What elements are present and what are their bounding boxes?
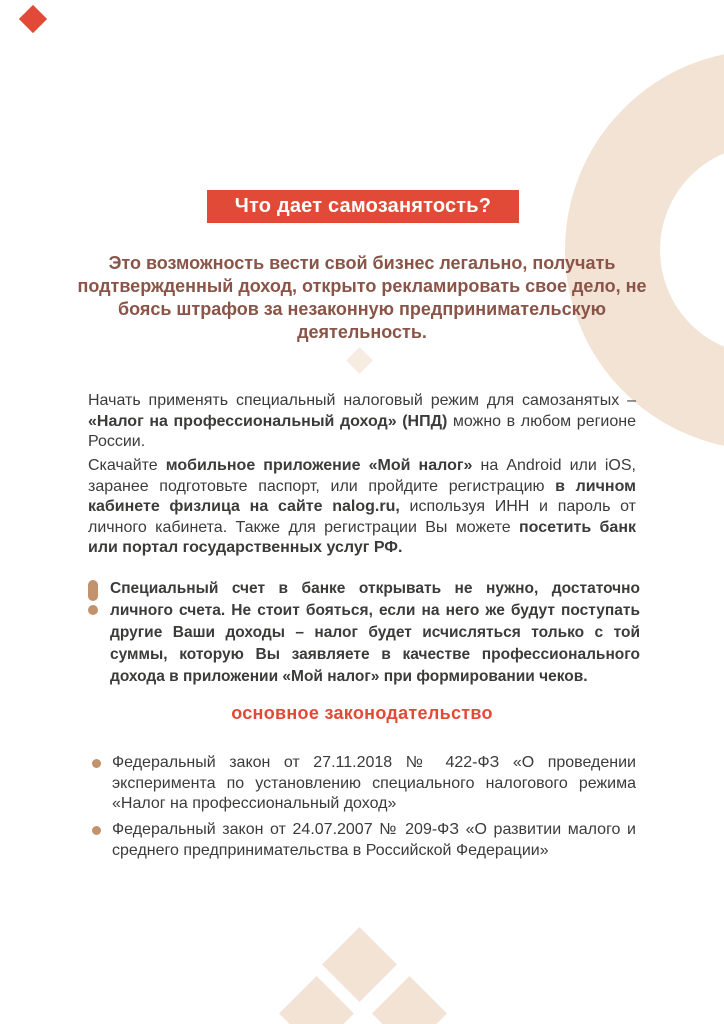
body-paragraph-1: Начать применять специальный налоговый режим для самозанятых – «Налог на профессиональный доход» (НПД) можно в любом регионе России.: [88, 392, 636, 450]
bottom-diamond-icon: [372, 976, 447, 1024]
law-item-1: Федеральный закон от 27.11.2018 № 422-ФЗ «О проведении эксперимента по установлению специального налогового режима «Налог на профессиональный доход»: [112, 754, 636, 812]
small-diamond-icon: [346, 347, 373, 374]
body-paragraph-2: Скачайте мобильное приложение «Мой налог» на Android или iOS, заранее подготовьте паспорт, или пройдите регистрацию в личном кабинете физлица на сайте nalog.ru, используя ИНН и пароль от личного кабинета. Также для регистрации Вы можете посетить банк или портал государственных услуг РФ.: [88, 457, 636, 556]
page-title: Что дает самозанятость?: [234, 195, 492, 217]
ring-decor-icon: [565, 50, 724, 450]
bottom-diamond-icon: [322, 927, 397, 1002]
exclamation-dot-icon: [88, 605, 98, 615]
exclamation-icon: [88, 580, 98, 601]
section-heading: основное законодательство: [231, 703, 493, 723]
intro-paragraph: Это возможность вести свой бизнес легально, получать подтвержденный доход, открыто рекламировать свое дело, не боясь штрафов за незаконную предпринимательскую деятельность.: [77, 253, 647, 342]
red-diamond-icon: [19, 5, 47, 33]
law-item-2: Федеральный закон от 24.07.2007 № 209-ФЗ «О развитии малого и среднего предпринимательства в Российской Федерации»: [112, 821, 636, 859]
bullet-dot-icon: [92, 826, 101, 835]
callout-paragraph: Специальный счет в банке открывать не нужно, достаточно личного счета. Не стоит бояться, если на него же будут поступать другие Ваши доходы – налог будет исчисляться только с той суммы, которую Вы заявляете в качестве профессионального дохода в приложении «Мой налог» при формировании чеков.: [110, 580, 640, 685]
title-banner: [207, 190, 519, 223]
bullet-dot-icon: [92, 759, 101, 768]
